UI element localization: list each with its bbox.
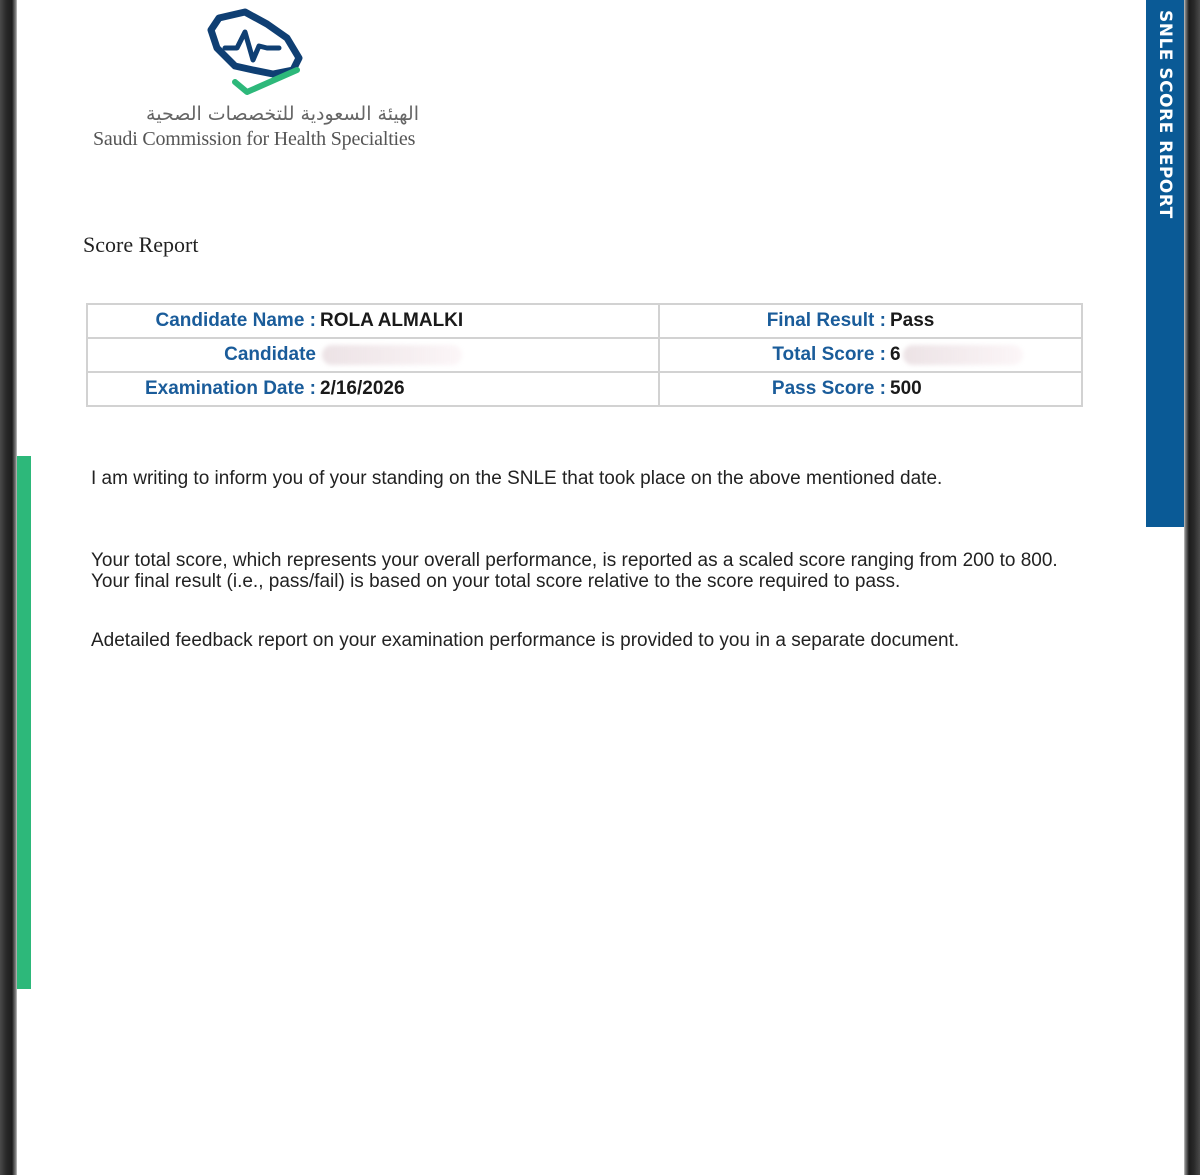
candidate-id-cell [87, 338, 659, 372]
device-frame-left [0, 0, 17, 1175]
total-score-value: 6 [890, 344, 901, 365]
redaction-blur [903, 345, 1023, 365]
total-score-label: Total Score : [772, 344, 886, 365]
pass-score-value: 500 [890, 378, 922, 399]
final-result-cell [659, 304, 1082, 338]
candidate-name-label: Candidate Name : [155, 310, 316, 331]
green-accent-bar [17, 456, 31, 989]
side-banner [1146, 0, 1184, 527]
candidate-name-value: ROLA ALMALKI [320, 310, 464, 331]
report-title: Score Report [83, 232, 199, 257]
table-row [87, 338, 1082, 372]
score-explanation-paragraph: Your total score, which represents your overall performance, is reported as a scaled score ranging from 200 to 800. Your final result (i.e., pass/fail) is based on your total score relative to the score required to pass. [91, 550, 1058, 592]
candidate-id-value [316, 344, 320, 365]
final-result-label: Final Result : [766, 310, 886, 331]
side-banner-text: SNLE SCORE REPORT [1155, 10, 1175, 219]
device-frame-right [1184, 0, 1200, 1175]
table-row [87, 372, 1082, 406]
pass-score-label: Pass Score : [771, 378, 886, 399]
intro-paragraph: I am writing to inform you of your standing on the SNLE that took place on the above mentioned date. [91, 468, 943, 489]
table-row [87, 304, 1082, 338]
score-report-page [17, 0, 1184, 1175]
candidate-id-label: Candidate [224, 344, 316, 365]
org-name-arabic: الهيئة السعودية للتخصصات الصحية [146, 103, 419, 125]
feedback-paragraph: Adetailed feedback report on your examination performance is provided to you in a separate document. [91, 630, 960, 651]
redaction-blur [322, 345, 462, 365]
exam-date-value: 2/16/2026 [320, 378, 405, 399]
candidate-info-table [86, 303, 1083, 407]
scfhs-logo-icon [205, 8, 309, 100]
candidate-name-cell [87, 304, 659, 338]
pass-score-cell [659, 372, 1082, 406]
final-result-value: Pass [890, 310, 935, 331]
org-name-english: Saudi Commission for Health Specialties [93, 128, 416, 150]
total-score-cell [659, 338, 1082, 372]
exam-date-label: Examination Date : [144, 378, 316, 399]
exam-date-cell [87, 372, 659, 406]
